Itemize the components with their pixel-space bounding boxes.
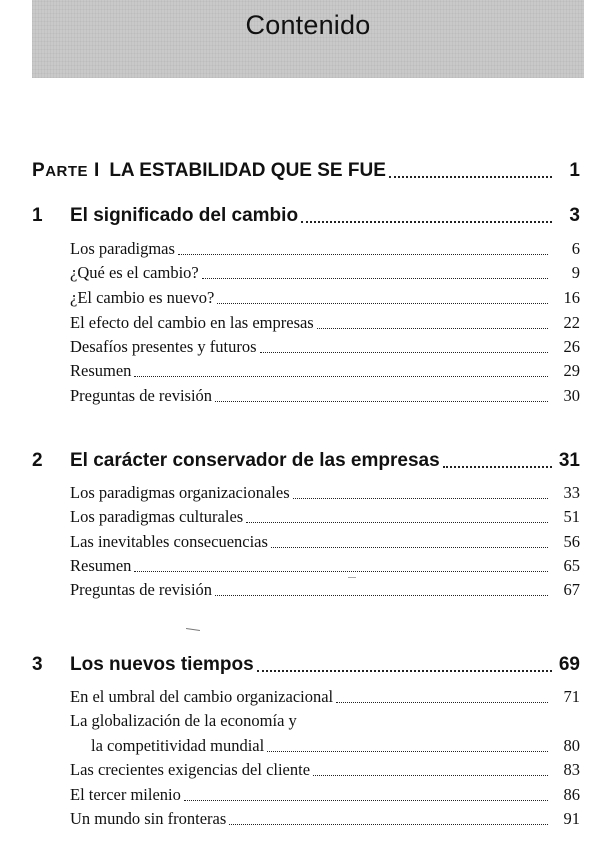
toc-entry[interactable] [32,532,580,552]
entry-label: Resumen [70,361,132,380]
toc-entry[interactable] [32,288,580,308]
toc-entry[interactable] [32,313,580,333]
toc-entry[interactable] [32,809,580,829]
entry-page: 86 [563,785,580,804]
chapter-page: 69 [558,654,580,675]
entry-page: 29 [563,361,580,380]
dot-leader [267,751,548,752]
entry-page: 65 [563,556,580,575]
entry-page: 6 [571,239,580,258]
entry-label: Preguntas de revisión [70,386,213,405]
toc-entry[interactable] [32,785,580,805]
entry-page: 51 [563,507,580,526]
toc-entry[interactable] [32,507,580,527]
part-number: I [94,160,100,181]
entry-page: 26 [563,337,580,356]
entry-label: El tercer milenio [70,785,181,804]
chapter-1-heading[interactable] [32,205,580,227]
entry-label: Un mundo sin fronteras [70,809,227,828]
toc-entry[interactable] [32,760,580,780]
entry-label: ¿El cambio es nuevo? [70,288,215,307]
dot-leader [271,547,548,548]
scan-speck [348,577,356,578]
toc-entry[interactable] [32,687,580,707]
chapter-number: 1 [32,205,43,226]
entry-page: 71 [563,687,580,706]
dot-leader [217,303,548,304]
part-prefix: PARTE [32,160,89,181]
dot-leader [246,522,548,523]
toc-entry[interactable] [32,239,580,259]
entry-label: Las crecientes exigencias del cliente [70,760,311,779]
chapter-number: 2 [32,450,43,471]
entry-label: Desafíos presentes y futuros [70,337,257,356]
entry-page: 56 [563,532,580,551]
entry-label: Los paradigmas [70,239,175,258]
toc-entry[interactable] [32,361,580,381]
entry-label-continuation: la competitividad mundial [91,736,265,755]
entry-label: Resumen [70,556,132,575]
entry-page: 83 [563,760,580,779]
toc-entry[interactable] [32,483,580,503]
toc-entry[interactable] [32,711,580,731]
part-heading[interactable] [32,160,580,182]
page-title: Contenido [245,10,371,40]
dot-leader [215,595,548,596]
entry-page: 9 [571,263,580,282]
chapter-page: 31 [558,450,580,471]
dot-leader [313,775,548,776]
part-prefix-rest: ARTE [45,163,89,180]
dot-leader [443,466,552,468]
part-page: 1 [569,160,580,181]
dot-leader [257,670,552,672]
chapter-number: 3 [32,654,43,675]
entry-label: ¿Qué es el cambio? [70,263,199,282]
toc-entry-continuation[interactable] [32,736,580,756]
dot-leader [184,800,548,801]
dot-leader [336,702,548,703]
entry-page: 91 [563,809,580,828]
entry-page: 80 [563,736,580,755]
chapter-title: El carácter conservador de las empresas [70,450,440,471]
toc-entry[interactable] [32,386,580,406]
dot-leader [215,401,548,402]
dot-leader [260,352,549,353]
header-band [32,0,584,78]
dot-leader [293,498,548,499]
dot-leader [134,571,548,572]
dot-leader [202,278,548,279]
entry-label: El efecto del cambio en las empresas [70,313,314,332]
dot-leader [134,376,548,377]
entry-label: Los paradigmas organizacionales [70,483,290,502]
chapter-page: 3 [569,205,580,226]
entry-page: 33 [563,483,580,502]
chapter-2-heading[interactable] [32,450,580,472]
entry-label: En el umbral del cambio organizacional [70,687,334,706]
toc-entry[interactable] [32,556,580,576]
chapter-3-heading[interactable] [32,654,580,676]
entry-label: La globalización de la economía y [70,711,297,730]
dot-leader [301,221,552,223]
dot-leader [178,254,548,255]
entry-label: Las inevitables consecuencias [70,532,268,551]
chapter-title: Los nuevos tiempos [70,654,254,675]
entry-page: 22 [563,313,580,332]
dot-leader [229,824,548,825]
entry-page: 30 [563,386,580,405]
chapter-title: El significado del cambio [70,205,299,226]
toc-entry[interactable] [32,337,580,357]
entry-page: 67 [563,580,580,599]
scan-speck [186,628,200,631]
toc-entry[interactable] [32,263,580,283]
entry-label: Los paradigmas culturales [70,507,244,526]
dot-leader [389,176,552,178]
toc-entry[interactable] [32,580,580,600]
entry-page: 16 [563,288,580,307]
entry-label: Preguntas de revisión [70,580,213,599]
part-title: LA ESTABILIDAD QUE SE FUE [109,160,386,181]
dot-leader [317,328,548,329]
